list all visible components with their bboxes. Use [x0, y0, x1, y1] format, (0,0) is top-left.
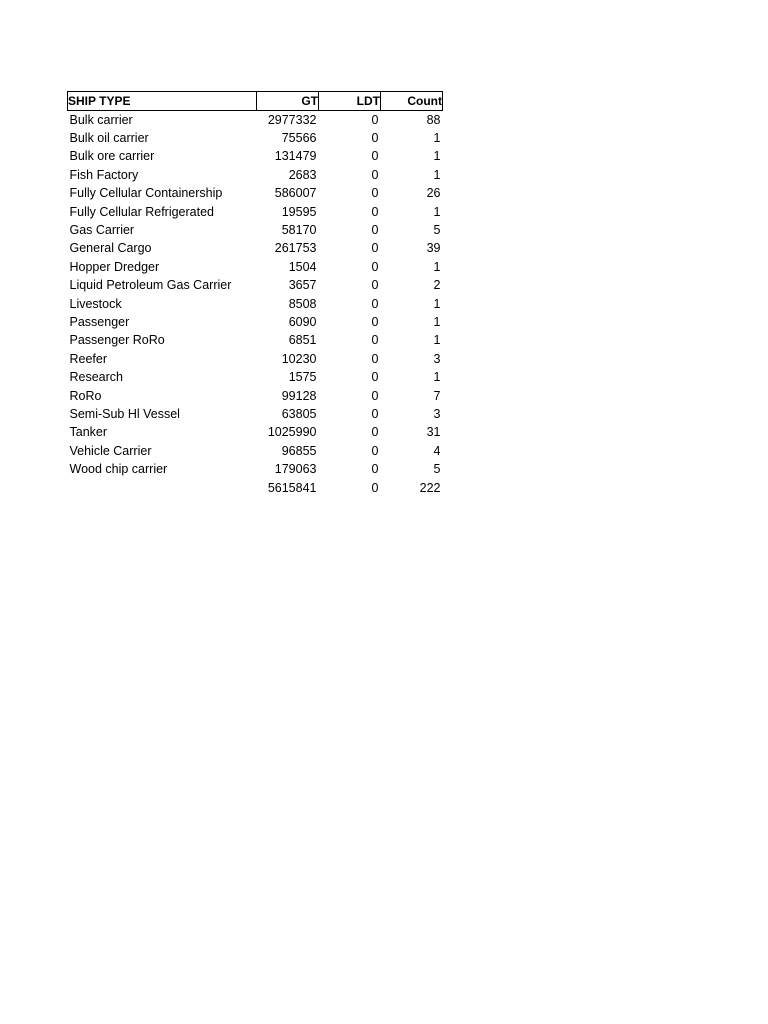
table-row — [68, 442, 443, 460]
cell-count: 1 — [433, 131, 441, 146]
total-label — [68, 479, 257, 497]
table-row — [68, 350, 443, 368]
table-row — [68, 313, 443, 331]
cell-ship-type: Tanker — [69, 425, 108, 440]
cell-ldt: 0 — [371, 370, 379, 385]
cell-gt: 1504 — [288, 259, 317, 274]
cell-ship-type: Vehicle Carrier — [69, 443, 152, 458]
cell-ship-type: RoRo — [69, 388, 102, 403]
cell-ldt: 0 — [371, 333, 379, 348]
table-row — [68, 111, 443, 130]
cell-ship-type: Bulk ore carrier — [69, 149, 155, 164]
cell-ship-type: Hopper Dredger — [69, 259, 160, 274]
cell-ship-type: General Cargo — [69, 241, 152, 256]
cell-ship-type: Fish Factory — [69, 167, 139, 182]
cell-count: 3 — [433, 351, 441, 366]
total-gt: 5615841 — [267, 480, 317, 495]
cell-count: 39 — [426, 241, 441, 256]
cell-ldt: 0 — [371, 351, 379, 366]
cell-ldt: 0 — [371, 167, 379, 182]
cell-gt: 179063 — [274, 462, 317, 477]
cell-count: 1 — [433, 333, 441, 348]
cell-gt: 2977332 — [267, 112, 317, 127]
table-row — [68, 203, 443, 221]
cell-gt: 58170 — [281, 223, 317, 238]
cell-count: 26 — [426, 186, 441, 201]
cell-count: 1 — [433, 314, 441, 329]
cell-gt: 261753 — [274, 241, 317, 256]
cell-count: 3 — [433, 406, 441, 421]
cell-gt: 1575 — [288, 370, 317, 385]
table-row — [68, 166, 443, 184]
cell-count: 5 — [433, 462, 441, 477]
cell-ship-type: Wood chip carrier — [69, 462, 168, 477]
cell-ldt: 0 — [371, 241, 379, 256]
table-row — [68, 368, 443, 386]
cell-count: 1 — [433, 259, 441, 274]
cell-count: 1 — [433, 149, 441, 164]
header-ldt: LDT — [319, 92, 381, 111]
ship-type-table — [67, 91, 443, 497]
cell-gt: 63805 — [281, 406, 317, 421]
cell-gt: 3657 — [288, 278, 317, 293]
cell-ship-type: Fully Cellular Refrigerated — [69, 204, 215, 219]
header-row — [68, 92, 443, 111]
cell-gt: 96855 — [281, 443, 317, 458]
cell-ldt: 0 — [371, 296, 379, 311]
cell-gt: 19595 — [281, 204, 317, 219]
cell-gt: 10230 — [281, 351, 317, 366]
cell-ldt: 0 — [371, 186, 379, 201]
cell-ldt: 0 — [371, 149, 379, 164]
cell-ldt: 0 — [371, 425, 379, 440]
cell-count: 88 — [426, 112, 441, 127]
table-row — [68, 295, 443, 313]
table-row — [68, 148, 443, 166]
cell-ship-type: Liquid Petroleum Gas Carrier — [69, 278, 232, 293]
cell-ldt: 0 — [371, 204, 379, 219]
cell-ship-type: Passenger RoRo — [69, 333, 165, 348]
cell-ship-type: Semi-Sub Hl Vessel — [69, 406, 180, 421]
header-gt: GT — [257, 92, 319, 111]
table-body — [68, 111, 443, 498]
cell-ship-type: Fully Cellular Containership — [69, 186, 223, 201]
cell-gt: 6851 — [288, 333, 317, 348]
cell-gt: 1025990 — [267, 425, 317, 440]
header-ship-type: SHIP TYPE — [68, 92, 257, 111]
cell-ldt: 0 — [371, 259, 379, 274]
table-row — [68, 424, 443, 442]
table-header — [68, 92, 443, 111]
cell-gt: 8508 — [288, 296, 317, 311]
cell-gt: 2683 — [288, 167, 317, 182]
cell-ldt: 0 — [371, 278, 379, 293]
cell-ldt: 0 — [371, 112, 379, 127]
cell-count: 31 — [426, 425, 441, 440]
cell-count: 2 — [433, 278, 441, 293]
cell-ship-type: Livestock — [69, 296, 122, 311]
cell-count: 1 — [433, 167, 441, 182]
cell-count: 1 — [433, 296, 441, 311]
table-row — [68, 185, 443, 203]
table-row — [68, 258, 443, 276]
table-row — [68, 221, 443, 239]
total-count: 222 — [419, 480, 441, 495]
cell-ship-type: Reefer — [69, 351, 108, 366]
cell-count: 7 — [433, 388, 441, 403]
total-ldt: 0 — [371, 480, 379, 495]
table-row — [68, 240, 443, 258]
cell-ship-type: Bulk oil carrier — [69, 131, 149, 146]
table-row — [68, 460, 443, 478]
cell-gt: 75566 — [281, 131, 317, 146]
table-row — [68, 129, 443, 147]
table-row — [68, 405, 443, 423]
cell-ldt: 0 — [371, 443, 379, 458]
cell-ldt: 0 — [371, 314, 379, 329]
cell-ship-type: Research — [69, 370, 123, 385]
cell-ldt: 0 — [371, 388, 379, 403]
cell-ldt: 0 — [371, 131, 379, 146]
totals-row — [68, 479, 443, 497]
cell-gt: 131479 — [274, 149, 317, 164]
cell-ldt: 0 — [371, 406, 379, 421]
cell-ship-type: Bulk carrier — [69, 112, 133, 127]
header-count: Count — [381, 92, 443, 111]
table-row — [68, 387, 443, 405]
cell-ldt: 0 — [371, 223, 379, 238]
cell-ship-type: Gas Carrier — [69, 223, 135, 238]
table-row — [68, 332, 443, 350]
cell-count: 4 — [433, 443, 441, 458]
table-row — [68, 277, 443, 295]
cell-count: 1 — [433, 204, 441, 219]
cell-count: 1 — [433, 370, 441, 385]
cell-gt: 586007 — [274, 186, 317, 201]
spreadsheet-page — [67, 91, 443, 497]
cell-gt: 6090 — [288, 314, 317, 329]
cell-gt: 99128 — [281, 388, 317, 403]
cell-ldt: 0 — [371, 462, 379, 477]
cell-count: 5 — [433, 223, 441, 238]
cell-ship-type: Passenger — [69, 314, 130, 329]
